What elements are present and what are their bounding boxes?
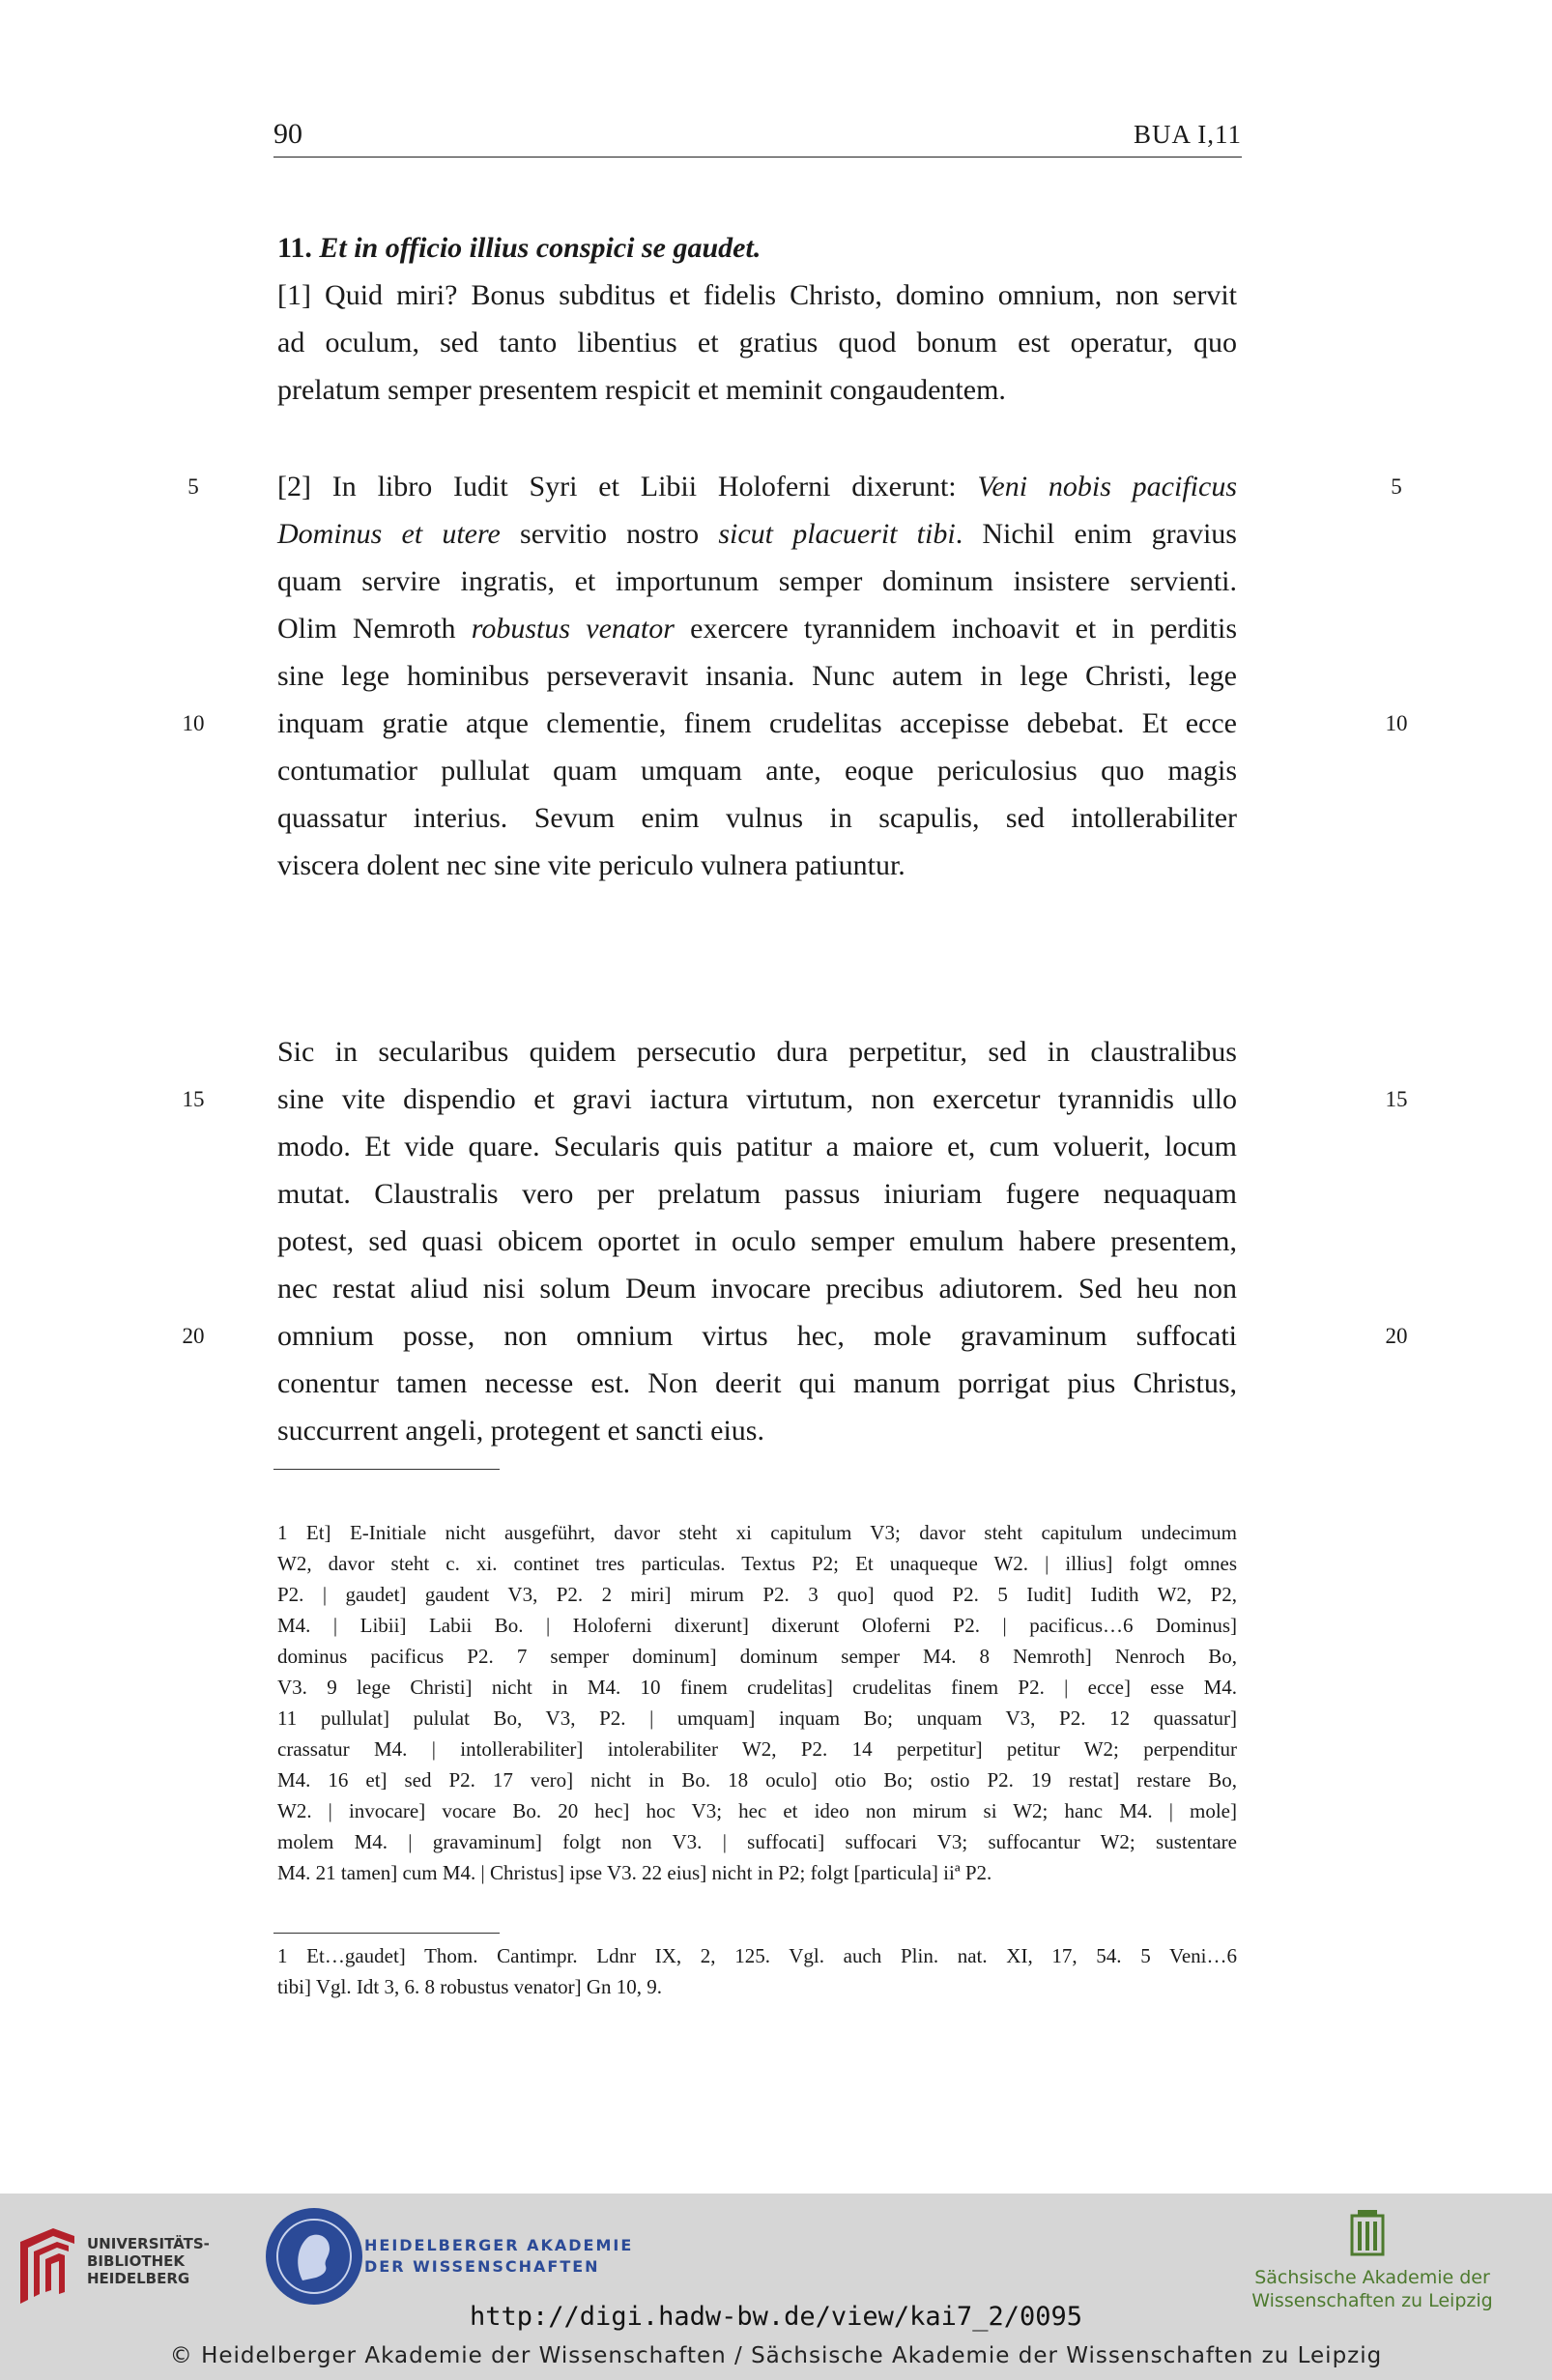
text-line: omnium posse, non omnium virtus hec, mole gravaminum suffocati [277,1320,1237,1352]
section-title: 11. Et in officio illius conspici se gaudet. [277,232,762,264]
saw-logo [1208,2208,1546,2314]
text-line: succurrent angeli, protegent et sancti eius. [277,1415,764,1447]
permalink-url[interactable]: http://digi.hadw-bw.de/view/kai7_2/0095 [470,2302,1082,2332]
footnote-rule [273,1933,500,1934]
footnote-rule [273,1469,500,1470]
line-number-right: 15 [1385,1087,1408,1111]
main-text-block-1 [277,224,1237,414]
main-text-block-3 [277,1028,1237,1454]
hdaw-logo-text: HEIDELBERGER AKADEMIE DER WISSENSCHAFTEN [364,2236,634,2276]
hdaw-logo [266,2208,652,2314]
sources-apparatus [277,1940,1237,2002]
academy-seal-icon [266,2208,362,2305]
text-line: quassatur interius. Sevum enim vulnus in scapulis, sed intollerabiliter [277,802,1237,834]
text-line: conentur tamen necesse est. Non deerit qui manum porrigat pius Christus, [277,1367,1237,1399]
text-line: [2] In libro Iudit Syri et Libii Holoferni dixerunt: Veni nobis pacificus [277,471,1237,502]
running-header [273,114,1242,158]
apparatus-line: dominus pacificus P2. 7 semper dominum] dominum semper M4. 8 Nemroth] Nenroch Bo, [277,1645,1237,1668]
ub-logo-text: UNIVERSITÄTS- BIBLIOTHEK HEIDELBERG [87,2235,210,2287]
text-line: prelatum semper presentem respicit et meminit congaudentem. [277,374,1006,406]
text-line: mutat. Claustralis vero per prelatum passus iniuriam fugere nequaquam [277,1178,1237,1210]
line-number-right: 10 [1385,711,1408,735]
apparatus-line: tibi] Vgl. Idt 3, 6. 8 robustus venator] Gn 10, 9. [277,1975,662,1998]
apparatus-line: M4. 21 tamen] cum M4. | Christus] ipse V3. 22 eius] nicht in P2; folgt [particula] iiª P2. [277,1861,992,1884]
apparatus-line: crassatur M4. | intollerabiliter] intolerabiliter W2, P2. 14 perpetitur] petitur W2; perpenditur [277,1737,1237,1761]
text-line: ad oculum, sed tanto libentius et gratius quod bonum est operatur, quo [277,327,1237,358]
text-line: sine lege hominibus perseveravit insania. Nunc autem in lege Christi, lege [277,660,1237,692]
saw-logo-text: Sächsische Akademie der Wissenschaften zu Leipzig [1251,2267,1493,2311]
text-line: quam servire ingratis, et importunum semper dominum insistere servienti. [277,565,1237,597]
text-line: sine vite dispendio et gravi iactura virtutum, non exercetur tyrannidis ullo [277,1083,1237,1115]
digitization-footer [0,2194,1552,2380]
text-line: Sic in secularibus quidem persecutio dura perpetitur, sed in claustralibus [277,1036,1237,1068]
line-number-right: 20 [1385,1324,1408,1348]
apparatus-line: M4. 16 et] sed P2. 17 vero] nicht in Bo. 18 oculo] otio Bo; ostio P2. 19 restat] restare Bo, [277,1768,1237,1792]
text-line: inquam gratie atque clementie, finem crudelitas accepisse debebat. Et ecce [277,707,1237,739]
ub-heidelberg-logo [14,2218,208,2314]
line-number-left: 20 [182,1324,205,1348]
line-number-right: 5 [1391,474,1402,499]
line-number-left: 10 [182,711,205,735]
text-line: viscera dolent nec sine vite periculo vulnera patiuntur. [277,849,905,881]
academy-building-icon [1348,2208,1387,2256]
apparatus-line: molem M4. | gravaminum] folgt non V3. | suffocati] suffocari V3; suffocantur W2; sustentare [277,1830,1237,1853]
text-line: nec restat aliud nisi solum Deum invocare precibus adiutorem. Sed heu non [277,1273,1237,1305]
text-line: Olim Nemroth robustus venator exercere tyrannidem inchoavit et in perditis [277,613,1238,645]
text-line: contumatior pullulat quam umquam ante, eoque periculosius quo magis [277,755,1237,787]
critical-apparatus [277,1517,1237,1888]
text-line: Dominus et utere servitio nostro sicut placuerit tibi. Nichil enim gravius [277,518,1237,550]
text-line: modo. Et vide quare. Secularis quis patitur a maiore et, cum voluerit, locum [277,1131,1237,1162]
library-mark-icon [14,2222,82,2309]
apparatus-line: W2, davor steht c. xi. continet tres particulas. Textus P2; Et unaqueque W2. | illius] folgt omnes [277,1552,1237,1575]
copyright-notice: © Heidelberger Akademie der Wissenschaften / Sächsische Akademie der Wissenschaften zu Leipzig [169,2343,1383,2368]
text-line: potest, sed quasi obicem oportet in oculo semper emulum habere presentem, [277,1225,1237,1257]
apparatus-line: 1 Et…gaudet] Thom. Cantimpr. Ldnr IX, 2, 125. Vgl. auch Plin. nat. XI, 17, 54. 5 Veni…6 [277,1944,1237,1967]
apparatus-line: V3. 9 lege Christi] nicht in M4. 10 finem crudelitas] crudelitas finem P2. | ecce] esse M4. [277,1676,1237,1699]
apparatus-line: P2. | gaudet] gaudent V3, P2. 2 miri] mirum P2. 3 quo] quod P2. 5 Iudit] Iudith W2, P2, [277,1583,1237,1606]
apparatus-line: 1 Et] E-Initiale nicht ausgeführt, davor steht xi capitulum V3; davor steht capitulum undecimum [277,1521,1237,1544]
apparatus-line: M4. | Libii] Labii Bo. | Holoferni dixerunt] dixerunt Oloferni P2. | pacificus…6 Dominus] [277,1614,1237,1637]
section-reference: BUA I,11 [1133,120,1242,149]
text-line: [1] Quid miri? Bonus subditus et fidelis Christo, domino omnium, non servit [277,279,1237,311]
line-number-left: 5 [187,474,199,499]
apparatus-line: 11 pullulat] pululat Bo, V3, P2. | umquam] inquam Bo; unquam V3, P2. 12 quassatur] [277,1706,1237,1730]
apparatus-line: W2. | invocare] vocare Bo. 20 hec] hoc V3; hec et ideo non mirum si W2; hanc M4. | mole] [277,1799,1237,1822]
page-number: 90 [273,118,302,150]
line-number-left: 15 [182,1087,205,1111]
main-text-block-2 [277,463,1237,889]
